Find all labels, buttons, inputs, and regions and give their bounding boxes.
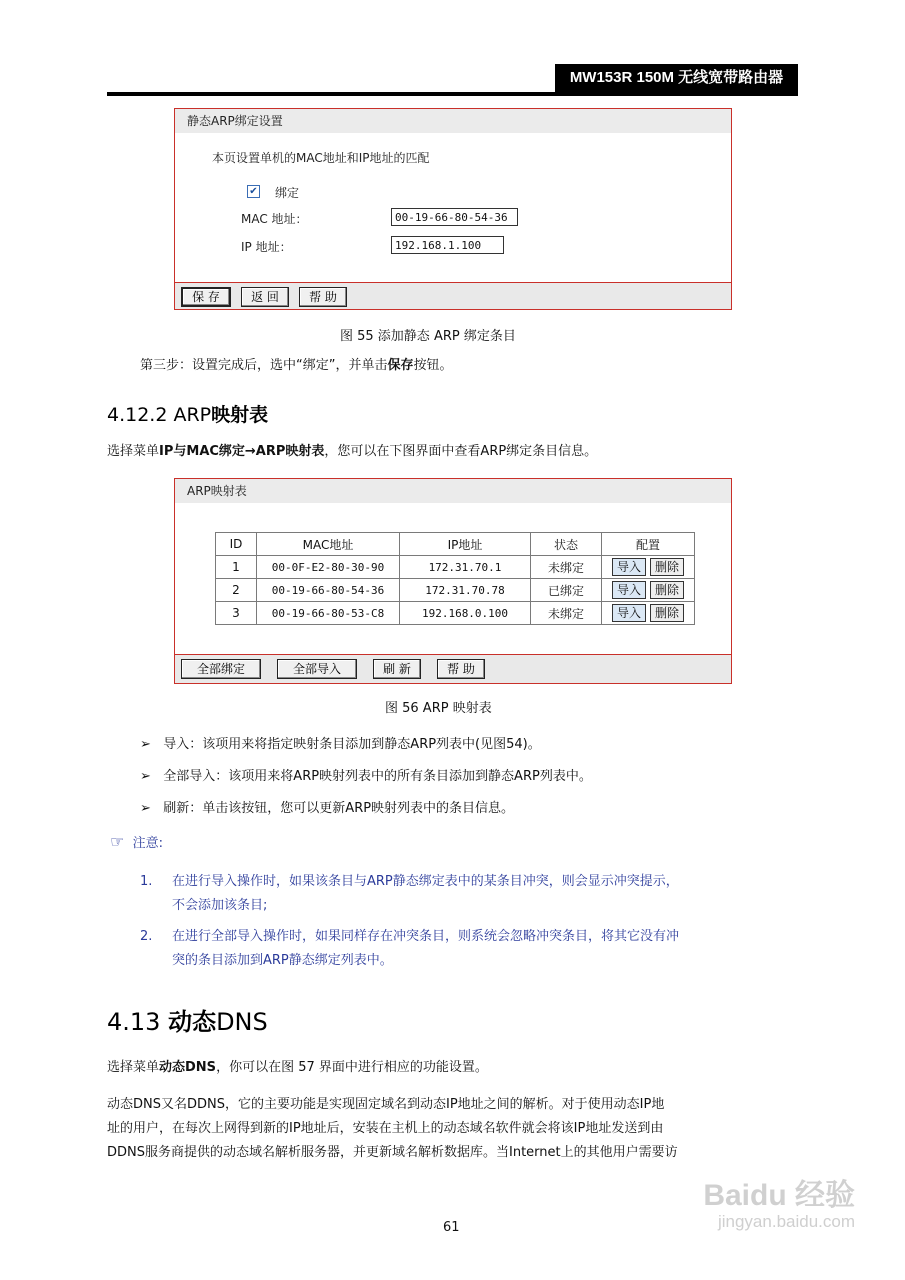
row-ip: 172.31.70.1 (400, 556, 531, 579)
section-4-13-heading (107, 1002, 268, 1037)
document-header-title: MW153R 150M 无线宽带路由器 (555, 64, 798, 92)
section-4-13-body (107, 1093, 807, 1165)
bullet-text: 刷新：单击该按钮，您可以更新ARP映射列表中的条目信息。 (163, 801, 515, 816)
refresh-button[interactable]: 刷 新 (373, 659, 421, 679)
mac-address-input[interactable]: 00-19-66-80-54-36 (391, 208, 518, 226)
pointing-hand-icon: ☞ (110, 832, 125, 851)
row-ip: 192.168.0.100 (400, 602, 531, 625)
help-button[interactable]: 帮 助 (437, 659, 485, 679)
col-mac: MAC地址 (257, 533, 400, 556)
table-row (216, 579, 695, 602)
import-button[interactable]: 导入 (612, 581, 646, 599)
body-line: 址的用户，在每次上网得到新的IP地址后，安装在主机上的动态域名软件就会将该IP地址发送到由 (107, 1121, 664, 1136)
row-id: 2 (216, 579, 257, 602)
intro-prefix: 选择菜单 (107, 1060, 160, 1075)
note-title: 注意: (132, 836, 163, 851)
panel-footer (175, 282, 731, 309)
delete-button[interactable]: 删除 (650, 604, 684, 622)
note-line: 在进行导入操作时，如果该条目与ARP静态绑定表中的某条目冲突，则会显示冲突提示， (172, 874, 679, 889)
section-title-bold: 动态 (168, 1008, 217, 1036)
bind-checkbox[interactable]: ✔ (247, 185, 260, 198)
step-3-prefix: 第三步：设置完成后，选中“绑定”，并单击 (140, 358, 388, 373)
table-header-row (216, 533, 695, 556)
panel-title: 静态ARP绑定设置 (175, 109, 731, 133)
import-all-button[interactable]: 全部导入 (277, 659, 357, 679)
section-4-12-2-heading (107, 400, 268, 427)
list-item: ➢ 全部导入：该项用来将ARP映射列表中的所有条目添加到静态ARP列表中。 (140, 769, 592, 784)
row-status: 未绑定 (531, 556, 602, 579)
section-4-13-intro (107, 1058, 488, 1078)
mac-label: MAC 地址： (241, 212, 308, 226)
list-item: ➢ 导入：该项用来将指定映射条目添加到静态ARP列表中(见图54)。 (140, 737, 541, 752)
back-button[interactable]: 返 回 (241, 287, 289, 307)
ip-label: IP 地址： (241, 240, 292, 254)
row-config (602, 556, 695, 579)
intro-prefix: 选择菜单 (107, 444, 160, 459)
table-row (216, 602, 695, 625)
body-line: 动态DNS又名DDNS，它的主要功能是实现固定域名到动态IP地址之间的解析。对于使用动态IP地 (107, 1097, 665, 1112)
bullet-text: 全部导入：该项用来将ARP映射列表中的所有条目添加到静态ARP列表中。 (163, 769, 592, 784)
col-status: 状态 (531, 533, 602, 556)
baidu-watermark-logo: Baidu 经验 (703, 1179, 855, 1212)
bullet-text: 导入：该项用来将指定映射条目添加到静态ARP列表中(见图54)。 (163, 737, 541, 752)
page-number: 61 (443, 1220, 460, 1235)
header-rule (107, 92, 798, 96)
row-mac: 00-0F-E2-80-30-90 (257, 556, 400, 579)
arp-panel-title: ARP映射表 (175, 479, 731, 503)
help-button[interactable]: 帮 助 (299, 287, 347, 307)
arp-table (215, 532, 695, 625)
list-item: ➢ 刷新：单击该按钮，您可以更新ARP映射列表中的条目信息。 (140, 801, 515, 816)
import-button[interactable]: 导入 (612, 604, 646, 622)
row-ip: 172.31.70.78 (400, 579, 531, 602)
intro-menu: 动态DNS (159, 1060, 217, 1075)
section-title: 映射表 (211, 404, 269, 426)
panel-description: 本页设置单机的MAC地址和IP地址的匹配 (212, 151, 430, 165)
note-item-2 (140, 925, 679, 973)
intro-suffix: ，您可以在下图界面中查看ARP绑定条目信息。 (324, 444, 598, 459)
row-mac: 00-19-66-80-53-C8 (257, 602, 400, 625)
note-num: 2. (140, 929, 153, 944)
row-mac: 00-19-66-80-54-36 (257, 579, 400, 602)
bind-label: 绑定 (275, 186, 300, 200)
delete-button[interactable]: 删除 (650, 558, 684, 576)
step-3-suffix: 按钮。 (413, 358, 453, 373)
note-line: 在进行全部导入操作时，如果同样存在冲突条目，则系统会忽略冲突条目，将其它没有冲 (172, 929, 680, 944)
note-line: 突的条目添加到ARP静态绑定列表中。 (172, 953, 393, 968)
row-id: 3 (216, 602, 257, 625)
table-row (216, 556, 695, 579)
ip-address-input[interactable]: 192.168.1.100 (391, 236, 504, 254)
row-config (602, 579, 695, 602)
step-3-text (140, 356, 453, 376)
row-id: 1 (216, 556, 257, 579)
row-status: 未绑定 (531, 602, 602, 625)
import-button[interactable]: 导入 (612, 558, 646, 576)
figure-55-caption: 图 55 添加静态 ARP 绑定条目 (340, 329, 516, 344)
intro-menu-path: IP与MAC绑定→ARP映射表 (159, 444, 325, 459)
note-item-1 (140, 870, 679, 918)
baidu-watermark-url: jingyan.baidu.com (717, 1212, 855, 1231)
arp-panel-footer (175, 654, 731, 683)
section-title-rest: DNS (216, 1008, 268, 1036)
intro-suffix: ，你可以在图 57 界面中进行相应的功能设置。 (216, 1060, 488, 1075)
save-button[interactable]: 保 存 (181, 287, 231, 307)
note-num: 1. (140, 874, 153, 889)
body-line: DDNS服务商提供的动态域名解析服务器，并更新域名解析数据库。当Internet上的其他用户需要访 (107, 1145, 678, 1160)
col-config: 配置 (602, 533, 695, 556)
static-arp-panel (174, 108, 732, 310)
section-number: 4.13 (107, 1008, 169, 1036)
figure-56-caption: 图 56 ARP 映射表 (385, 701, 492, 716)
section-number: 4.12.2 ARP (107, 404, 212, 426)
arp-table-panel (174, 478, 732, 684)
step-3-bold: 保存 (387, 358, 414, 373)
bind-all-button[interactable]: 全部绑定 (181, 659, 261, 679)
note-heading (110, 830, 163, 856)
row-config (602, 602, 695, 625)
delete-button[interactable]: 删除 (650, 581, 684, 599)
col-id: ID (216, 533, 257, 556)
col-ip: IP地址 (400, 533, 531, 556)
note-line: 不会添加该条目; (172, 898, 268, 913)
row-status: 已绑定 (531, 579, 602, 602)
section-4-12-2-intro (107, 442, 597, 462)
